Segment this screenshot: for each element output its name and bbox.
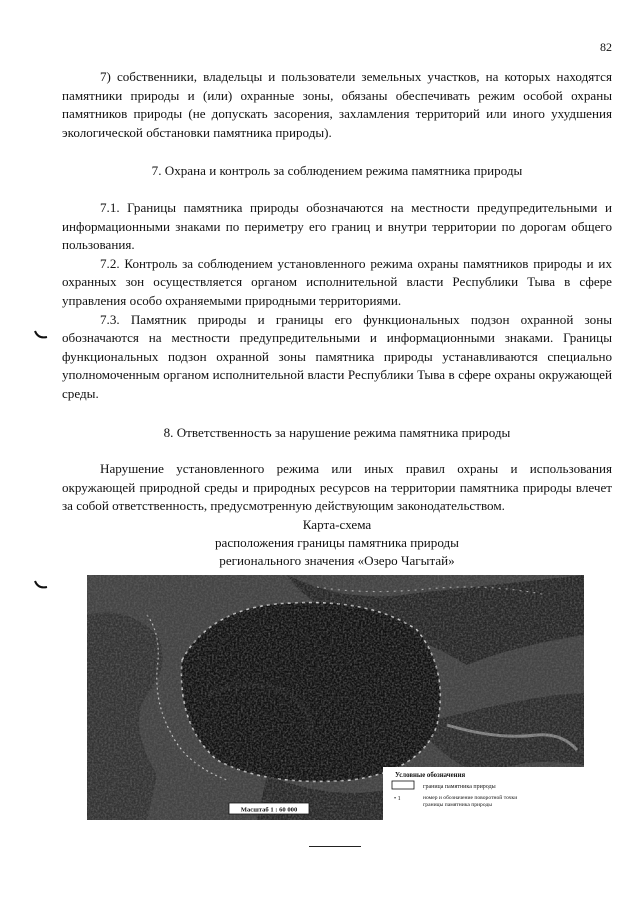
page-number: 82 (600, 40, 612, 54)
map-scale-label: Масштаб 1 : 60 000 (240, 806, 298, 814)
section-7-heading: 7. Охрана и контроль за соблюдением режима памятника природы (151, 163, 523, 179)
legend-point-label-1: номер и обозначение поворотной точки (423, 795, 518, 801)
map-caption-subtitle-1: расположения границы памятника природы (215, 535, 459, 550)
legend-point-label-2: границы памятника природы (423, 802, 493, 808)
satellite-map (87, 575, 584, 820)
paragraph-7-1: 7.1. Границы памятника природы обозначаются на местности предупредительными и информационными знаками по периметру его границ и внутри территории по дорогам общего пользования. (62, 199, 612, 253)
paragraph-7-7: 7) собственники, владельцы и пользователи земельных участков, на которых находятся памятники природы и (или) охранные зоны, обязаны обеспечивать режим особой охраны памятников природы (не допускать засорения, захламления территорий или иного ухудшения экологической обстановки памятника природы). (62, 69, 612, 140)
map-caption-title: Карта-схема (302, 517, 372, 532)
section-8-heading: 8. Ответственность за нарушение режима памятника природы (163, 424, 511, 440)
map-caption-subtitle-2: регионального значения «Озеро Чагытай» (219, 553, 455, 568)
paragraph-7-3: 7.3. Памятник природы и границы его функциональных подзон охранной зоны обозначаются на местности предупредительными и информационными знаками. Границы функциональных подзон охранной зоны памятника природы устанавливаются специально уполномоченным органом исполнительной власти Республики Тыва в сфере охраны окружающей среды. (62, 311, 612, 401)
bottom-rule (309, 846, 361, 847)
scan-margin-mark (34, 330, 48, 340)
satellite-map-image (87, 575, 584, 820)
paragraph-8: Нарушение установленного режима или иных правил охраны и использования окружающей природной среды и природных ресурсов на территории памятника природы влечет за собой ответственность, предусмотренную действующим законодательством. (62, 461, 612, 514)
paragraph-7-2: 7.2. Контроль за соблюдением установленного режима охраны памятников природы и их охранных зон осуществляется органом исполнительной власти Республики Тыва в сфере управления особо охраняемыми природными территориями. (62, 255, 612, 308)
legend-title: Условные обозначения (395, 772, 466, 779)
map-legend (383, 767, 584, 820)
legend-point-symbol: • 1 (394, 796, 401, 802)
document-body (62, 68, 612, 516)
map-scale (229, 803, 309, 814)
legend-boundary-label: граница памятника природы (423, 784, 496, 790)
legend-boundary-swatch (392, 781, 414, 789)
scan-margin-mark (34, 580, 48, 590)
map-caption (62, 516, 612, 570)
